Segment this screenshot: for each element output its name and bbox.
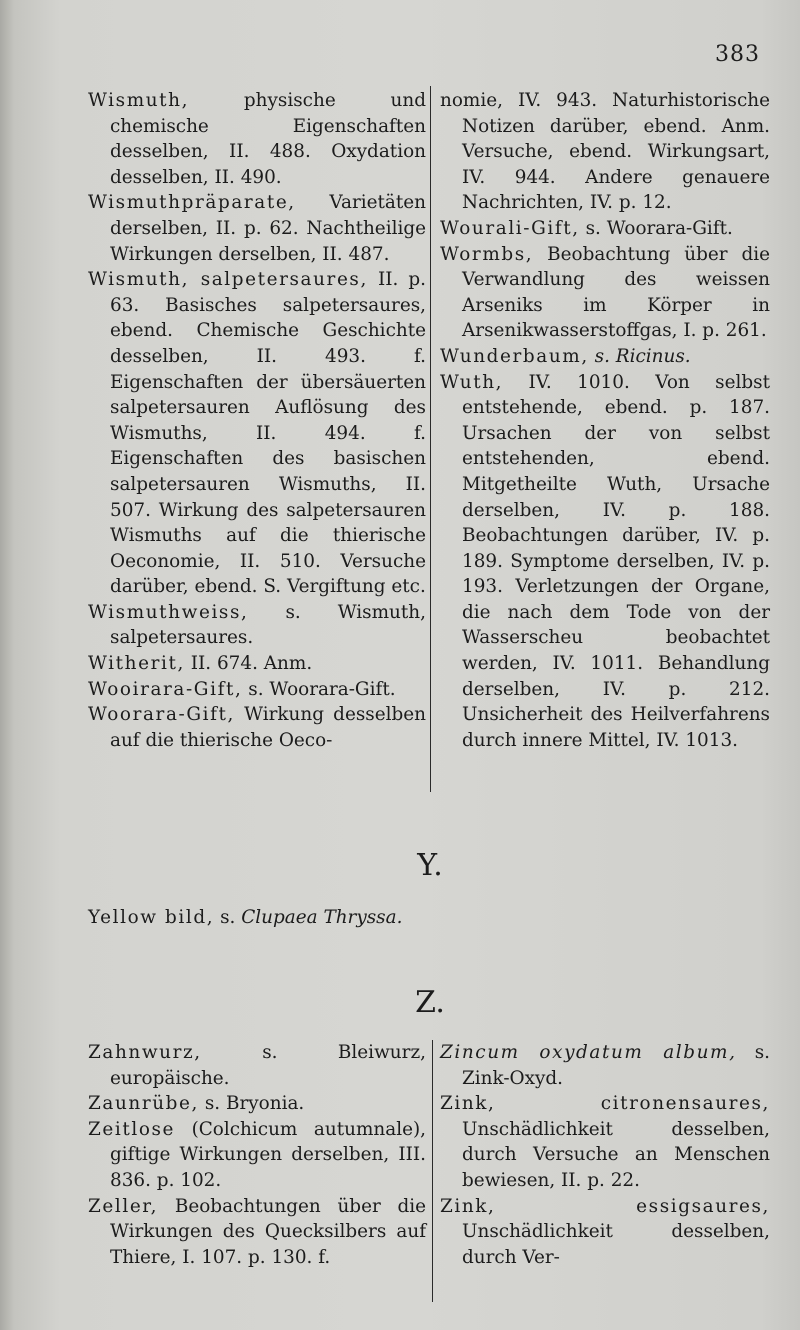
index-entry-continued [440,88,770,216]
entry-text: s. [220,907,236,928]
index-entry [88,677,426,703]
entry-text: (Colchicum autumnale), giftige Wirkungen derselben, III. 836. p. 102. [110,1118,426,1191]
index-entry [88,267,426,600]
index-entry [88,1194,426,1271]
entry-headword: Woorara-Gift, [88,704,235,726]
page-number: 383 [715,42,760,67]
entry-headword: Wormbs, [440,243,534,265]
entry-text: s. Woorara-Gift. [585,217,733,239]
entry-text: IV. 1010. Von selbst entstehende, ebend. p. 187. Ursachen der von selbst entstehenden, ebend. Mitgetheilte Wuth, Ursache derselben, IV. p. 188. Beobachtungen darüber, IV. p. 189. Symptome derselben, IV. p. 193. Verletzungen der Organe, die nach dem Tode von der Wasserscheu beobachtet werden, IV. 1011. Behandlung derselben, IV. p. 212. Unsicherheit des Heilverfahrens durch innere Mittel, IV. 1013. [462,371,770,751]
entry-headword: Wuth, [440,371,504,393]
entry-headword: Zeller, [88,1195,159,1217]
entry-headword: Zink, citronensaures, [440,1093,770,1115]
index-entry [440,344,770,370]
index-entry [88,88,426,190]
column-divider-top [430,86,431,792]
entry-headword: Zaunrübe, [88,1093,199,1115]
entry-italic-ref: Clupaea Thryssa. [241,907,403,928]
index-entry [440,1040,770,1091]
index-entry [88,1117,426,1194]
entry-headword: Wunderbaum, [440,345,589,367]
entry-headword: Wismuthpräparate, [88,192,296,214]
column-divider-bottom [432,1040,433,1302]
entry-headword: Wismuthweiss, [88,601,249,623]
index-entry-yellow-bild [88,905,788,931]
entry-headword: Zink, essigsaures, [440,1195,770,1217]
entry-text: s. Bleiwurz, europäische. [110,1042,426,1089]
index-entry [440,216,770,242]
entry-text: s. Zink-Oxyd. [462,1042,770,1089]
index-entry [88,190,426,267]
entry-text: Varietäten derselben, II. p. 62. Nachtheilige Wirkungen derselben, II. 487. [110,192,426,265]
entry-headword: Wourali-Gift, [440,217,580,239]
entry-text: II. 674. Anm. [190,653,313,675]
index-column-w-right [440,88,770,753]
entry-text: II. p. 63. Basisches salpetersaures, ebend. Chemische Geschichte desselben, II. 493. f. Eigenschaften der übersäuerten salpetersauren Auflösung des Wismuths, II. 494. f. Eigenschaften des basischen salpetersauren Wismuths, II. 507. Wirkung des salpetersauren Wismuths auf die thierische Oeconomie, II. 510. Versuche darüber, ebend. S. Vergiftung etc. [110,269,427,598]
index-entry [440,1194,770,1271]
index-entry [88,600,426,651]
entry-headword: Wooirara-Gift, [88,678,243,700]
entry-headword: Yellow bild, [88,907,215,928]
index-entry [88,1091,426,1117]
entry-text: Beobachtung über die Verwandlung des weissen Arseniks im Körper in Arsenikwasserstoffgas, I. p. 261. [462,243,770,342]
entry-text: s. Woorara-Gift. [248,678,396,700]
entry-headword: Zeitlose [88,1118,176,1140]
entry-text: s. Wismuth, salpetersaures. [110,601,426,649]
entry-text: Beobachtungen über die Wirkungen des Quecksilbers auf Thiere, I. 107. p. 130. f. [110,1195,426,1268]
entry-headword: Zincum oxydatum album, [440,1042,737,1063]
index-column-w-left [88,88,426,753]
index-column-z-right [440,1040,770,1270]
index-entry [440,1091,770,1193]
entry-text: nomie, IV. 943. Naturhistorische Notizen darüber, ebend. Anm. Versuche, ebend. Wirkungsart, IV. 944. Andere genauere Nachrichten, IV. p. 12. [440,90,770,214]
entry-text: Unschädlichkeit desselben, durch Ver- [462,1221,770,1268]
entry-text: physische und chemische Eigenschaften desselben, II. 488. Oxydation desselben, II. 490. [110,90,426,188]
index-entry [440,370,770,754]
section-letter-z: Z. [415,985,445,1020]
index-entry [88,702,426,753]
section-letter-y: Y. [417,848,443,883]
entry-text: s. Ricinus. [594,345,691,367]
index-entry [440,242,770,344]
entry-text: s. Bryonia. [204,1093,305,1115]
entry-headword: Witherit, [88,653,185,675]
entry-headword: Wismuth, [88,90,190,111]
entry-headword: Wismuth, salpetersaures, [88,269,368,291]
entry-text: Wirkung desselben auf die thierische Oeco- [110,704,426,751]
index-entry [88,651,426,677]
index-column-z-left [88,1040,426,1270]
entry-headword: Zahnwurz, [88,1042,202,1063]
entry-text: Unschädlichkeit desselben, durch Versuche an Menschen bewiesen, II. p. 22. [462,1118,770,1191]
index-entry [88,1040,426,1091]
